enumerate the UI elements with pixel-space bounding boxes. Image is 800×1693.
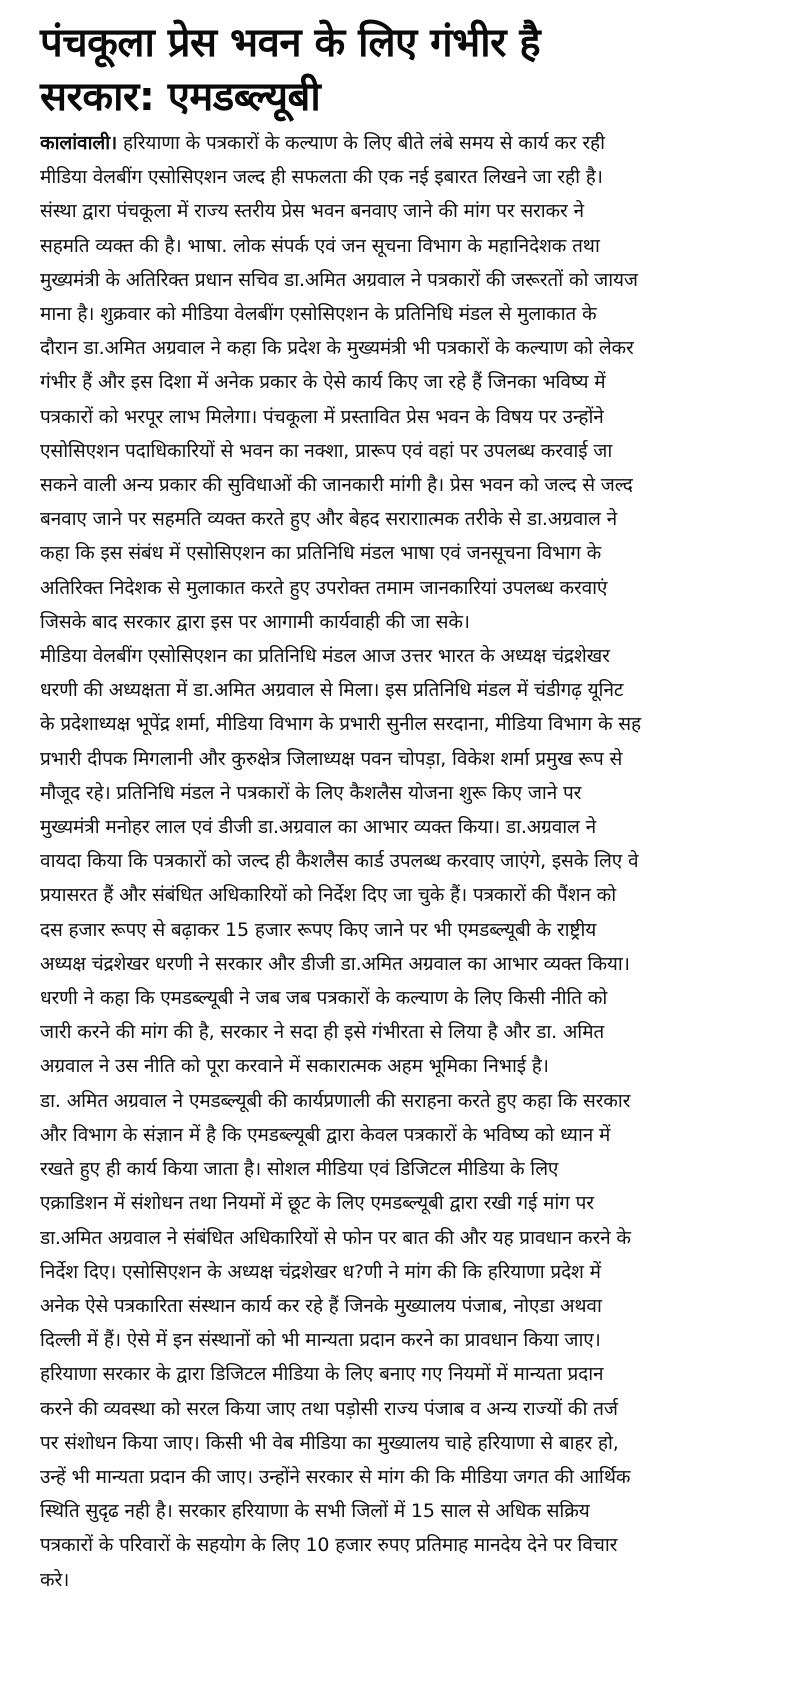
body-line: दौरान डा.अमित अग्रवाल ने कहा कि प्रदेश के मुख्यमंत्री भी पत्रकारों के कल्याण को लेकर (40, 337, 634, 360)
body-line: अतिरिक्त निदेशक से मुलाकात करते हुए उपरोक्त तमाम जानकारियां उपलब्ध करवाएं (40, 576, 608, 599)
article-body (40, 126, 766, 1597)
body-line-text: हरियाणा के पत्रकारों के कल्याण के लिए बीते लंबे समय से कार्य कर रही (117, 132, 605, 154)
body-line: मीडिया वेलबींग एसोसिएशन जल्द ही सफलता की एक नई इबारत लिखने जा रही है। (40, 166, 603, 189)
article-headline (40, 16, 766, 124)
body-line: रखते हुए ही कार्य किया जाता है। सोशल मीडिया एवं डिजिटल मीडिया के लिए (40, 1158, 559, 1181)
body-line: प्रयासरत हैं और संबंधित अधिकारियों को निर्देश दिए जा चुके हैं। पत्रकारों की पैंशन को (40, 884, 617, 907)
body-line: और विभाग के संज्ञान में है कि एमडब्ल्यूबी द्वारा केवल पत्रकारों के भविष्य को ध्यान में (40, 1123, 611, 1146)
body-line: करे। (40, 1568, 70, 1591)
body-line: धरणी ने कहा कि एमडब्ल्यूबी ने जब जब पत्रकारों के कल्याण के लिए किसी नीति को (40, 987, 608, 1010)
body-line: मुख्यमंत्री मनोहर लाल एवं डीजी डा.अग्रवाल का आभार व्यक्त किया। डा.अग्रवाल ने (40, 816, 597, 839)
body-line: डा. अमित अग्रवाल ने एमडब्ल्यूबी की कार्यप्रणाली की सराहना करते हुए कहा कि सरकार (40, 1089, 631, 1112)
body-line: एसोसिएशन पदाधिकारियों से भवन का नक्शा, प्रारूप एवं वहां पर उपलब्ध करवाई जा (40, 439, 613, 462)
body-line: जिसके बाद सरकार द्वारा इस पर आगामी कार्यवाही की जा सके। (40, 610, 470, 633)
paragraph-1 (40, 126, 766, 639)
body-line: जारी करने की मांग की है, सरकार ने सदा ही इसे गंभीरता से लिया है और डा. अमित (40, 1021, 605, 1044)
body-line: के प्रदेशाध्यक्ष भूपेंद्र शर्मा, मीडिया विभाग के प्रभारी सुनील सरदाना, मीडिया विभाग के सह (40, 713, 641, 736)
body-line: प्रभारी दीपक मिगलानी और कुरुक्षेत्र जिलाध्यक्ष पवन चोपड़ा, विकेश शर्मा प्रमुख रूप से (40, 747, 623, 770)
body-line (40, 126, 766, 160)
body-line: अध्यक्ष चंद्रशेखर धरणी ने सरकार और डीजी डा.अमित अग्रवाल का आभार व्यक्त किया। (40, 952, 630, 975)
body-line: पत्रकारों को भरपूर लाभ मिलेगा। पंचकूला में प्रस्तावित प्रेस भवन के विषय पर उन्होंने (40, 405, 604, 428)
body-line: अग्रवाल ने उस नीति को पूरा करवाने में सकारात्मक अहम भूमिका निभाई है। (40, 1055, 549, 1078)
body-line: वायदा किया कि पत्रकारों को जल्द ही कैशलैस कार्ड उपलब्ध करवाए जाएंगे, इसके लिए वे (40, 850, 639, 873)
body-line: धरणी की अध्यक्षता में डा.अमित अग्रवाल से मिला। इस प्रतिनिधि मंडल में चंडीगढ़ यूनिट (40, 679, 624, 702)
dateline: कालांवाली। (40, 132, 118, 154)
body-line: अनेक ऐसे पत्रकारिता संस्थान कार्य कर रहे हैं जिनके मुख्यालय पंजाब, नोएडा अथवा (40, 1294, 602, 1317)
body-line: पत्रकारों के परिवारों के सहयोग के लिए 10 हजार रुपए प्रतिमाह मानदेय देने पर विचार (40, 1534, 618, 1557)
body-line: उन्हें भी मान्यता प्रदान की जाए। उन्होंने सरकार से मांग की कि मीडिया जगत की आर्थिक (40, 1465, 631, 1488)
headline-line-1: पंचकूला प्रेस भवन के लिए गंभीर है (40, 20, 541, 66)
body-line: पर संशोधन किया जाए। किसी भी वेब मीडिया का मुख्यालय चाहे हरियाणा से बाहर हो, (40, 1431, 619, 1454)
body-line: हरियाणा सरकार के द्वारा डिजिटल मीडिया के लिए बनाए गए नियमों में मान्यता प्रदान (40, 1363, 604, 1386)
body-line: स्थिति सुदृढ नही है। सरकार हरियाणा के सभी जिलों में 15 साल से अधिक सक्रिय (40, 1500, 590, 1523)
body-line: मुख्यमंत्री के अतिरिक्त प्रधान सचिव डा.अमित अग्रवाल ने पत्रकारों की जरूरतों को जायज (40, 268, 638, 291)
body-line: बनवाए जाने पर सहमति व्यक्त करते हुए और बेहद सराराात्मक तरीके से डा.अग्रवाल ने (40, 508, 618, 531)
paragraph-3 (40, 1084, 766, 1597)
body-line: दस हजार रूपए से बढ़ाकर 15 हजार रूपए किए जाने पर भी एमडब्ल्यूबी के राष्ट्रीय (40, 918, 597, 941)
body-line: एक्राडिशन में संशोधन तथा नियमों में छूट के लिए एमडब्ल्यूबी द्वारा रखी गई मांग पर (40, 1192, 594, 1215)
body-line: निर्देश दिए। एसोसिएशन के अध्यक्ष चंद्रशेखर ध?णी ने मांग की कि हरियाणा प्रदेश में (40, 1260, 601, 1283)
headline-line-2: सरकार: एमडब्ल्यूबी (40, 74, 321, 120)
body-line: मीडिया वेलबींग एसोसिएशन का प्रतिनिधि मंडल आज उत्तर भारत के अध्यक्ष चंद्रशेखर (40, 645, 610, 668)
body-line: मौजूद रहे। प्रतिनिधि मंडल ने पत्रकारों के लिए कैशलैस योजना शुरू किए जाने पर (40, 781, 582, 804)
body-line: सकने वाली अन्य प्रकार की सुविधाओं की जानकारी मांगी है। प्रेस भवन को जल्द से जल्द (40, 474, 633, 497)
body-line: संस्था द्वारा पंचकूला में राज्य स्तरीय प्रेस भवन बनवाए जाने की मांग पर सराकर ने (40, 200, 584, 223)
body-line: करने की व्यवस्था को सरल किया जाए तथा पड़ोसी राज्य पंजाब व अन्य राज्यों की तर्ज (40, 1397, 618, 1420)
body-line: डा.अमित अग्रवाल ने संबंधित अधिकारियों से फोन पर बात की और यह प्रावधान करने के (40, 1226, 631, 1249)
body-line: गंभीर हैं और इस दिशा में अनेक प्रकार के ऐसे कार्य किए जा रहे हैं जिनका भविष्य में (40, 371, 606, 394)
body-line: कहा कि इस संबंध में एसोसिएशन का प्रतिनिधि मंडल भाषा एवं जनसूचना विभाग के (40, 542, 602, 565)
body-line: दिल्ली में हैं। ऐसे में इन संस्थानों को भी मान्यता प्रदान करने का प्रावधान किया जाए। (40, 1329, 601, 1352)
body-line: सहमति व्यक्त की है। भाषा. लोक संपर्क एवं जन सूचना विभाग के महानिदेशक तथा (40, 234, 600, 257)
paragraph-2 (40, 639, 766, 1084)
body-line: माना है। शुक्रवार को मीडिया वेलबींग एसोसिएशन के प्रतिनिधि मंडल से मुलाकात के (40, 303, 597, 326)
